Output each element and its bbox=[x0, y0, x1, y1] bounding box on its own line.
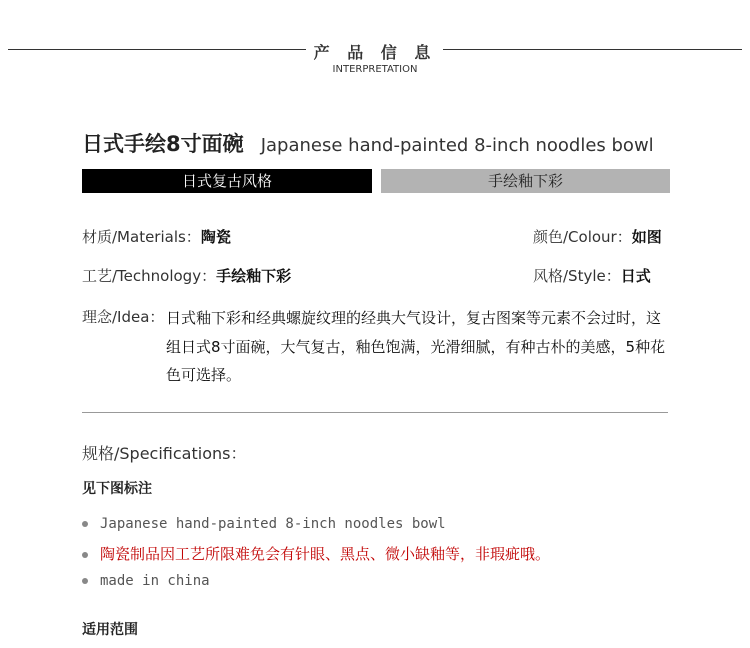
list-item bbox=[82, 516, 446, 532]
bullet-icon bbox=[82, 578, 88, 584]
colour-row bbox=[533, 226, 662, 247]
style-tag-bar: 日式复古风格 bbox=[82, 169, 372, 193]
divider bbox=[82, 412, 668, 413]
technology-value: 手绘釉下彩 bbox=[216, 267, 292, 285]
specifications-label: 规格/Specifications： bbox=[82, 444, 247, 463]
technique-tag-bar: 手绘釉下彩 bbox=[381, 169, 670, 193]
product-title bbox=[82, 128, 654, 158]
specifications-note: 见下图标注 bbox=[82, 481, 152, 497]
bullet-text: made in china bbox=[100, 573, 210, 589]
style-value: 日式 bbox=[620, 267, 651, 285]
bullet-icon bbox=[82, 552, 88, 558]
style-row bbox=[533, 265, 651, 286]
bullet-warning-text: 陶瓷制品因工艺所限难免会有针眼、黑点、微小缺釉等，非瑕疵哦。 bbox=[100, 545, 551, 563]
materials-label: 材质/Materials： bbox=[82, 228, 201, 246]
colour-value: 如图 bbox=[631, 228, 662, 246]
product-title-cn: 日式手绘8寸面碗 bbox=[82, 132, 244, 156]
scope-heading: 适用范围 bbox=[82, 622, 138, 638]
list-item bbox=[82, 543, 550, 564]
technology-label: 工艺/Technology： bbox=[82, 267, 217, 285]
section-title: 产 品 信 息 bbox=[313, 43, 437, 62]
product-title-en: Japanese hand-painted 8-inch noodles bowl bbox=[260, 135, 654, 156]
materials-value: 陶瓷 bbox=[200, 228, 231, 246]
bullet-icon bbox=[82, 521, 88, 527]
bullet-text: Japanese hand-painted 8-inch noodles bowl bbox=[100, 516, 446, 532]
style-label: 风格/Style： bbox=[533, 267, 621, 285]
list-item bbox=[82, 573, 210, 589]
colour-label: 颜色/Colour： bbox=[533, 228, 632, 246]
materials-row bbox=[82, 226, 231, 247]
idea-text: 日式釉下彩和经典螺旋纹理的经典大气设计，复古图案等元素不会过时，这组日式8寸面碗，大气复古，釉色饱满，光滑细腻，有种古朴的美感，5种花色可选择。 bbox=[166, 309, 666, 384]
section-subtitle: INTERPRETATION bbox=[332, 64, 418, 75]
idea-label: 理念/Idea： bbox=[82, 308, 165, 326]
technology-row bbox=[82, 265, 291, 286]
